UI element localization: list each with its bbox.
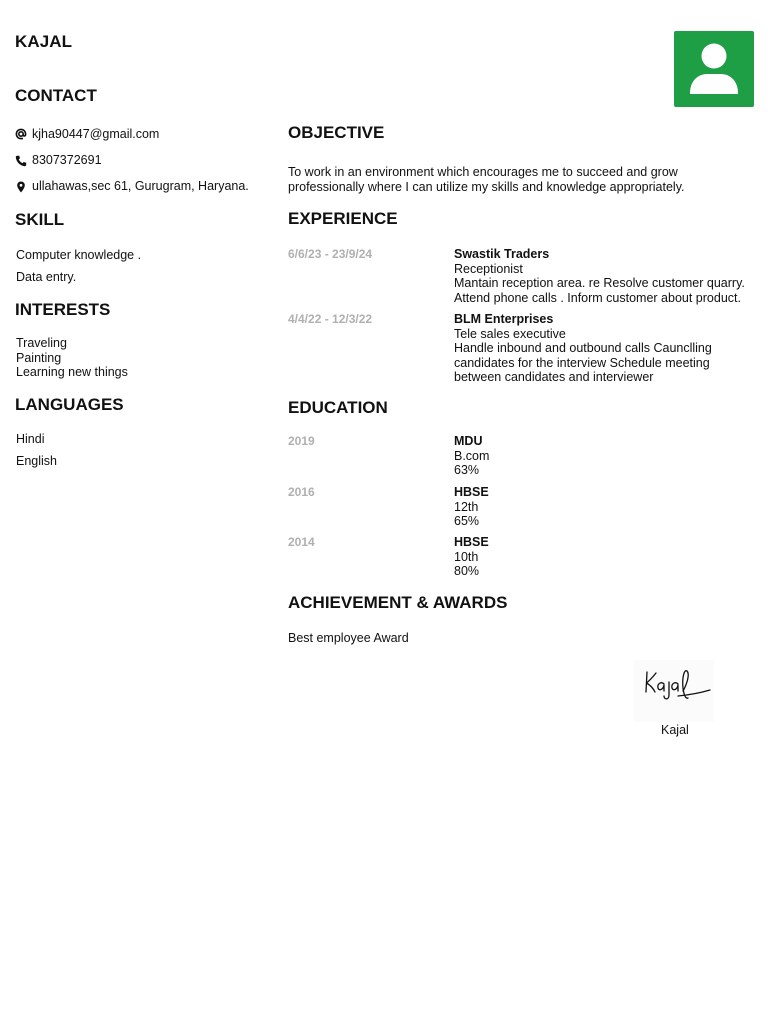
interest-item: Traveling (16, 336, 67, 350)
education-body (454, 535, 754, 579)
experience-desc-line: Handle inbound and outbound calls Caunclling (454, 341, 712, 355)
user-avatar-icon (674, 31, 754, 107)
experience-body (454, 247, 754, 305)
languages-list (16, 432, 57, 469)
skill-item: Data entry. (16, 269, 77, 284)
education-year: 2019 (288, 434, 315, 448)
experience-body (454, 312, 754, 385)
contact-email-row (15, 126, 275, 142)
education-entry (288, 485, 748, 530)
education-degree: 12th (454, 499, 479, 514)
education-year: 2014 (288, 535, 315, 549)
experience-role: Tele sales executive (454, 326, 566, 341)
languages-heading: LANGUAGES (15, 395, 124, 414)
experience-entry (288, 247, 748, 307)
education-degree: 10th (454, 549, 479, 564)
map-pin-icon (15, 181, 27, 193)
resume-name: KAJAL (15, 32, 73, 51)
contact-phone[interactable]: 8307372691 (32, 153, 102, 168)
experience-desc-line: Mantain reception area. re Resolve customer quarry. (454, 276, 745, 290)
education-score: 80% (454, 564, 480, 578)
experience-desc-line: between candidates and interviewer (454, 370, 654, 384)
phone-icon (15, 155, 27, 167)
education-body (454, 485, 754, 529)
contact-heading: CONTACT (15, 86, 97, 105)
experience-desc-line: Attend phone calls . Inform customer about product. (454, 290, 741, 305)
contact-address-row (15, 179, 275, 195)
language-item: English (16, 454, 57, 468)
education-entry (288, 535, 748, 580)
contact-address: ullahawas,sec 61, Gurugram, Haryana. (32, 179, 249, 194)
at-sign-icon (15, 128, 27, 140)
contact-phone-row (15, 153, 275, 169)
experience-role: Receptionist (454, 261, 523, 276)
experience-company: BLM Enterprises (454, 312, 554, 326)
handwritten-signature (634, 660, 714, 722)
education-heading: EDUCATION (288, 398, 388, 417)
interests-list (16, 336, 128, 380)
contact-list (15, 126, 275, 195)
achievement-item: Best employee Award (288, 631, 409, 645)
education-body (454, 434, 754, 478)
objective-text: To work in an environment which encourages me to succeed and grow professionally where I can utilize my skills and knowledge appropriately. (288, 165, 685, 194)
objective-heading: OBJECTIVE (288, 123, 385, 142)
experience-date: 6/6/23 - 23/9/24 (288, 247, 373, 261)
interest-item: Learning new things (16, 365, 128, 379)
education-institution: MDU (454, 434, 483, 448)
experience-date: 4/4/22 - 12/3/22 (288, 312, 373, 326)
profile-photo (674, 31, 754, 107)
skill-item: Computer knowledge . (16, 248, 142, 262)
education-institution: HBSE (454, 535, 489, 549)
interest-item: Painting (16, 350, 62, 365)
achievements-heading: ACHIEVEMENT & AWARDS (288, 593, 508, 612)
education-year: 2016 (288, 485, 315, 499)
experience-desc-line: candidates for the interview Schedule meeting (454, 355, 710, 370)
skill-list (16, 248, 141, 284)
language-item: Hindi (16, 432, 45, 446)
education-score: 65% (454, 514, 480, 528)
education-degree: B.com (454, 448, 490, 463)
experience-heading: EXPERIENCE (288, 209, 398, 228)
education-entry (288, 434, 748, 479)
contact-email[interactable]: kjha90447@gmail.com (32, 126, 160, 141)
experience-entry (288, 312, 748, 386)
education-score: 63% (454, 463, 480, 477)
interests-heading: INTERESTS (15, 300, 111, 319)
skill-heading: SKILL (15, 210, 65, 229)
signature-image (634, 660, 714, 722)
signature-name: Kajal (661, 723, 689, 737)
experience-company: Swastik Traders (454, 247, 550, 261)
education-institution: HBSE (454, 485, 489, 499)
